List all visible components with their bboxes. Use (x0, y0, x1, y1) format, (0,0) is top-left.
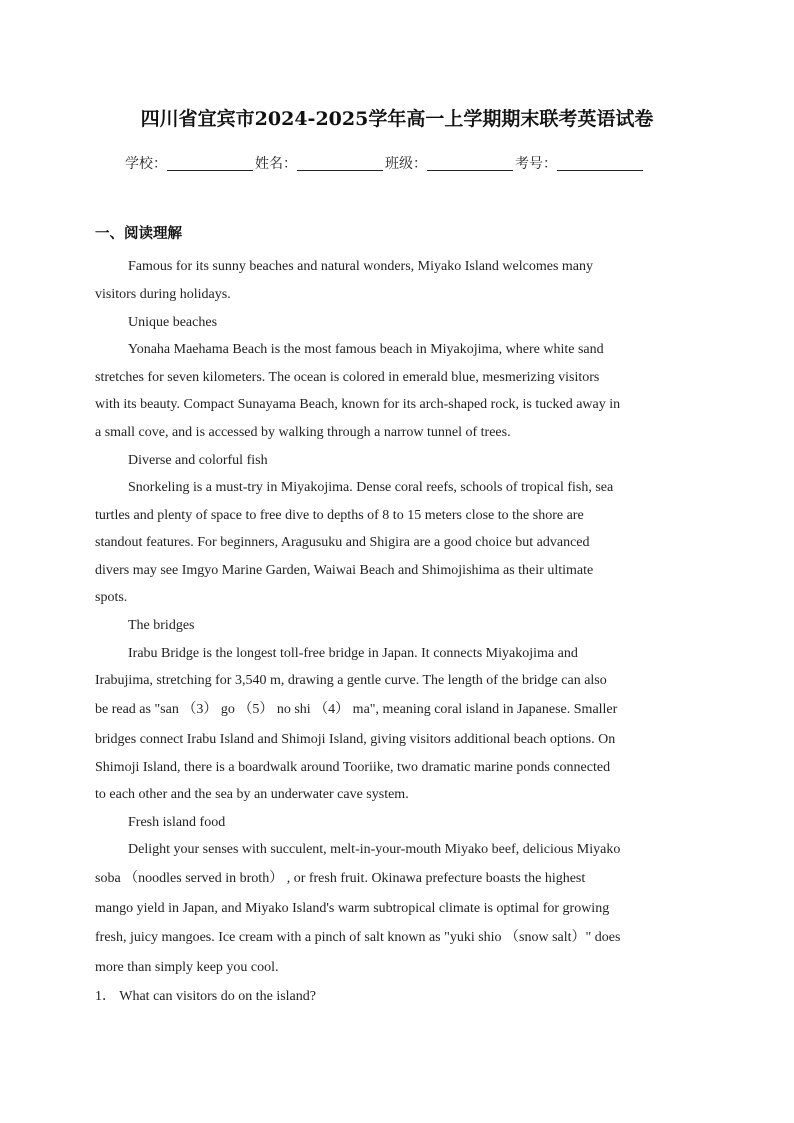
page-title: 四川省宜宾市2024-2025学年高一上学期期末联考英语试卷 (140, 108, 654, 130)
class-label: 班级： (385, 156, 427, 172)
passage-subheading: Diverse and colorful fish (128, 453, 268, 468)
section-heading: 一、阅读理解 (95, 226, 182, 242)
passage-subheading: Unique beaches (128, 315, 218, 330)
passage-line: turtles and plenty of space to free dive to depths of 8 to 15 meters close to the shore are (95, 508, 584, 523)
school-label: 学校： (125, 156, 167, 172)
passage-line: soba （noodles served in broth） , or fresh fruit. Okinawa prefecture boasts the highest (95, 871, 586, 886)
passage-subheading: The bridges (128, 618, 195, 633)
question-1: 1． What can visitors do on the island? (95, 989, 316, 1004)
name-label: 姓名： (255, 156, 297, 172)
passage-line: divers may see Imgyo Marine Garden, Waiwai Beach and Shimojishima as their ultimate (95, 563, 594, 578)
passage-line: mango yield in Japan, and Miyako Island's warm subtropical climate is optimal for growing (95, 901, 610, 916)
passage-line: stretches for seven kilometers. The ocean is colored in emerald blue, mesmerizing visitors (95, 370, 600, 385)
passage-line: Irabujima, stretching for 3,540 m, drawing a gentle curve. The length of the bridge can also (95, 673, 607, 688)
school-blank[interactable] (167, 156, 253, 171)
passage-line: visitors during holidays. (95, 287, 231, 302)
passage-line: more than simply keep you cool. (95, 960, 279, 975)
passage-line: bridges connect Irabu Island and Shimoji Island, giving visitors additional beach options. On (95, 732, 616, 747)
exam-number-blank[interactable] (557, 156, 643, 171)
passage-subheading: Fresh island food (128, 815, 226, 830)
passage-line: fresh, juicy mangoes. Ice cream with a pinch of salt known as "yuki shio （snow salt）" does (95, 930, 621, 945)
passage-line: with its beauty. Compact Sunayama Beach, known for its arch-shaped rock, is tucked away in (95, 397, 621, 412)
exam-number-label: 考号： (515, 156, 557, 172)
passage-line: spots. (95, 590, 128, 605)
passage-line: to each other and the sea by an underwater cave system. (95, 787, 409, 802)
passage-line: a small cove, and is accessed by walking through a narrow tunnel of trees. (95, 425, 511, 440)
passage-line: Irabu Bridge is the longest toll-free bridge in Japan. It connects Miyakojima and (128, 646, 578, 661)
passage-line: be read as "san （3） go （5） no shi （4） ma", meaning coral island in Japanese. Smaller (95, 702, 618, 717)
class-blank[interactable] (427, 156, 513, 171)
passage-line: standout features. For beginners, Aragusuku and Shigira are a good choice but advanced (95, 535, 590, 550)
passage-line: Famous for its sunny beaches and natural wonders, Miyako Island welcomes many (128, 259, 594, 274)
passage-line: Yonaha Maehama Beach is the most famous beach in Miyakojima, where white sand (128, 342, 604, 357)
passage-line: Shimoji Island, there is a boardwalk around Tooriike, two dramatic marine ponds connected (95, 760, 611, 775)
passage-line: Snorkeling is a must-try in Miyakojima. Dense coral reefs, schools of tropical fish, sea (128, 480, 614, 495)
name-blank[interactable] (297, 156, 383, 171)
student-info-row (125, 153, 645, 173)
passage-line: Delight your senses with succulent, melt-in-your-mouth Miyako beef, delicious Miyako (128, 842, 621, 857)
